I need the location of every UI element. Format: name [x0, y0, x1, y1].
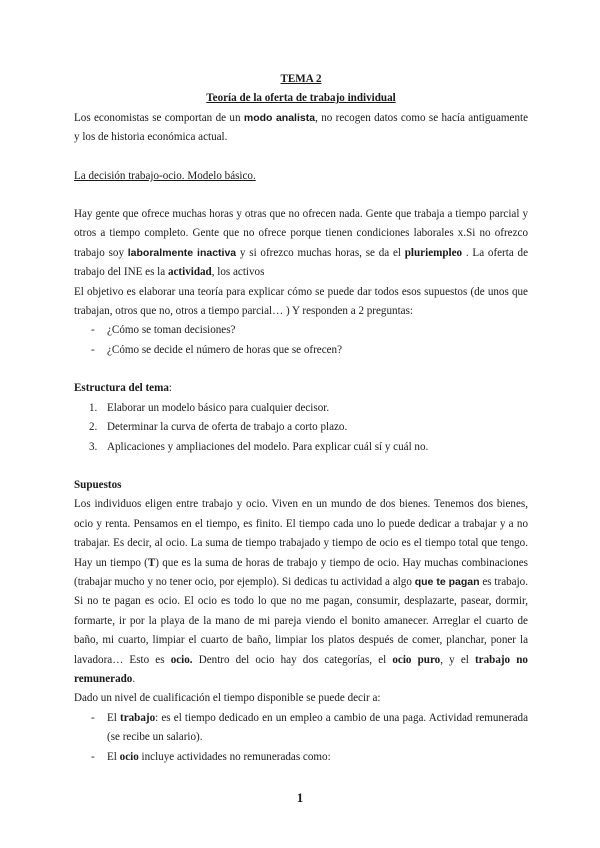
item-text: Elaborar un modelo básico para cualquier decisor.: [107, 401, 330, 414]
definitions-list: [74, 709, 528, 767]
def-term: ocio: [119, 750, 139, 763]
item-text: Aplicaciones y ampliaciones del modelo. Para explicar cuál sí y cuál no.: [107, 440, 429, 453]
p3-text-k: .: [132, 672, 136, 685]
def-term: trabajo: [120, 711, 156, 724]
list-item: - ¿Cómo se decide el número de horas que se ofrecen?: [74, 341, 528, 360]
structure-heading: [74, 379, 528, 398]
list-item: [74, 418, 528, 437]
intro-text-a: Los economistas se comportan de un: [74, 111, 244, 124]
list-item: [74, 709, 528, 748]
p3-text-c: ) que es la suma de horas de trabajo y tiempo de ocio. Hay muchas combinaciones (trabajar mucho y no tener ocio, por ejemplo). Si dedicas tu actividad a algo: [74, 556, 528, 588]
list-item: [74, 399, 528, 418]
intro-text-c: , no recogen datos como se hacía antiguamente y los de historia económica actual.: [74, 111, 528, 144]
paragraph-3: [74, 495, 528, 689]
p1-bold-inactiva: laboralmente inactiva: [127, 246, 237, 259]
list-item: [74, 438, 528, 457]
structure-colon: :: [168, 382, 172, 395]
item-number: 1.: [89, 401, 98, 414]
p3-bold-pagan: que te pagan: [414, 575, 480, 588]
intro-paragraph: [74, 109, 528, 148]
p1-text-a: Hay gente que ofrece muchas horas y otras que no ofrecen nada. Gente que trabaja a tiempo parcial y otros a tiempo completo. Gente que no ofrece porque tienen condiciones laborales x.Si no ofrezco trabajo soy: [74, 208, 528, 259]
structure-list: [74, 399, 528, 457]
document-title: TEMA 2: [280, 73, 322, 85]
list-item: [74, 748, 528, 767]
questions-list: [74, 321, 528, 360]
p3-text-a: Los individuos eligen entre trabajo y ocio. Viven en un mundo de dos bienes. Tenemos dos bienes, ocio y renta. Pensamos en el tiempo, es finito. El tiempo cada uno lo puede dedicar a trabajar y a no trabajar. Es decir, al ocio. La suma de tiempo trabajado y tiempo de ocio es el tiempo total que tengo. Hay un tiempo (: [74, 498, 528, 569]
section1-heading: La decisión trabajo-ocio. Modelo básico.: [74, 169, 256, 182]
page-number: 1: [296, 790, 304, 805]
p3-bold-t: T: [147, 556, 156, 569]
paragraph-4: Dado un nivel de cualificación el tiempo disponible se puede decir a:: [74, 692, 381, 705]
p3-bold-ocio-puro: ocio puro: [392, 653, 441, 666]
p3-text-e: es trabajo. Si no te pagan es ocio. El ocio es todo lo que no me pagan, consumir, desplazarte, pasear, dormir, formarte, ir por la playa de la mano de mi pareja viendo el bonito amanecer. Arreglar el cuarto de baño, mi cuarto, limpiar el cuarto de baño, limpiar los platos después de comer, planchar, poner la lavadora… Esto es: [74, 575, 528, 666]
p3-bold-trabajo-no-rem: trabajo no remunerado: [74, 653, 528, 685]
p3-text-g: Dentro del ocio hay dos categorías, el: [192, 653, 393, 666]
def-text: : es el tiempo dedicado en un empleo a cambio de una paga. Actividad remunerada (se recibe un salario).: [107, 711, 528, 744]
paragraph-1: [74, 205, 528, 283]
p3-bold-ocio: ocio.: [170, 653, 193, 666]
p1-text-e: . La oferta de trabajo del INE es la: [74, 246, 529, 279]
p3-text-i: , y el: [440, 653, 475, 666]
def-pre: El: [107, 750, 120, 763]
intro-bold-term: modo analista: [243, 111, 316, 124]
structure-heading-text: Estructura del tema: [74, 382, 169, 395]
def-text: incluye actividades no remuneradas como:: [138, 750, 331, 763]
def-pre: El: [107, 711, 121, 724]
item-number: 3.: [89, 440, 98, 453]
p1-text-c: y si ofrezco muchas horas, se da el: [236, 246, 405, 259]
document-subtitle: Teoría de la oferta de trabajo individual: [206, 92, 396, 105]
p1-bold-pluriempleo: pluriempleo: [404, 246, 463, 259]
p1-text-g: , los activos: [211, 266, 265, 279]
assumptions-heading: [74, 476, 528, 495]
document-page: [74, 70, 528, 767]
list-item: - ¿Cómo se toman decisiones?: [74, 321, 528, 340]
item-number: 2.: [89, 421, 98, 434]
assumptions-heading-text: Supuestos: [74, 478, 122, 491]
p1-bold-actividad: actividad: [167, 266, 212, 279]
paragraph-2: El objetivo es elaborar una teoría para explicar cómo se puede dar todos esos supuestos (de unos que trabajan, otros que no, otros a tiempo parcial… ) Y responden a 2 preguntas:: [74, 285, 528, 318]
item-text: Determinar la curva de oferta de trabajo a corto plazo.: [107, 421, 348, 434]
